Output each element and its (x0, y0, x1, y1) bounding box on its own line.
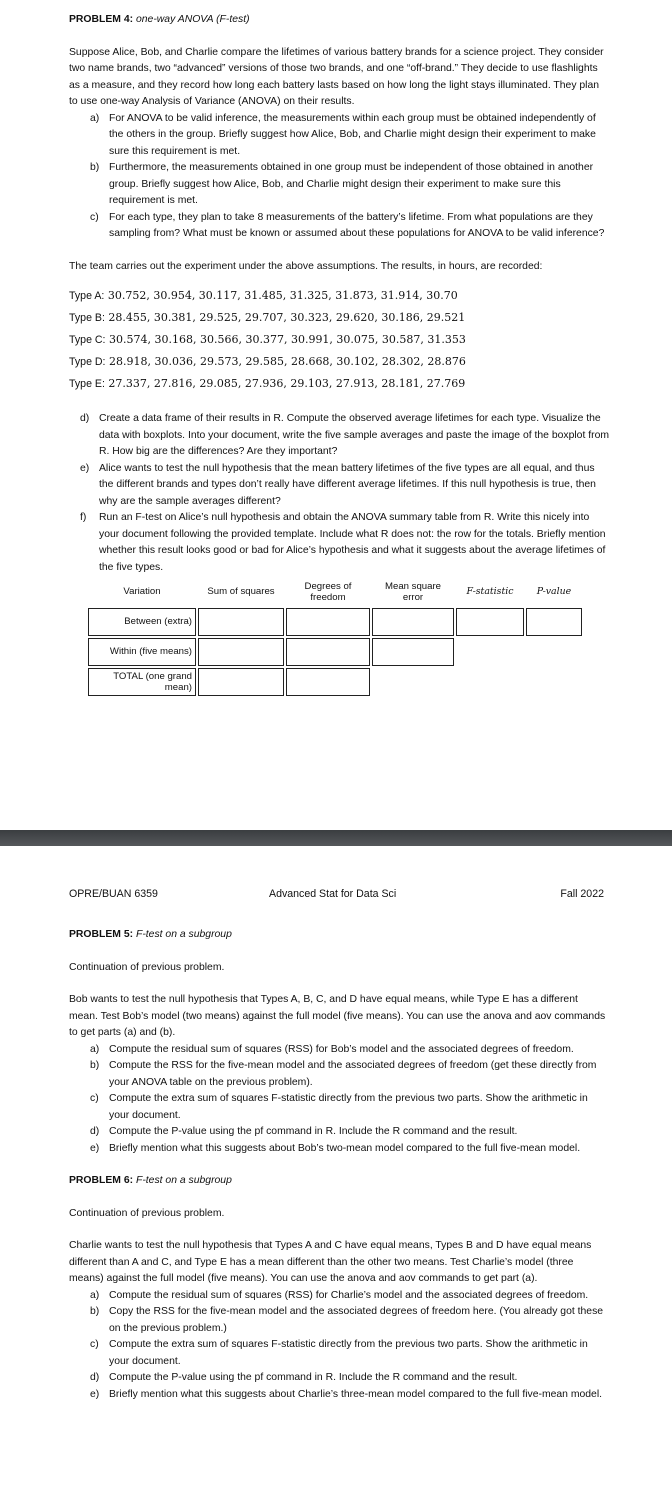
col-f-statistic: F-statistic (466, 586, 514, 598)
problem-6-questions (69, 1288, 609, 1404)
problem-6-continuation: Continuation of previous problem. (69, 1207, 225, 1219)
problem-4-title: PROBLEM 4 (69, 14, 130, 25)
col-variation: Variation (123, 586, 161, 598)
question-item: d) Create a data frame of their results in R. Compute the observed average lifetimes for each type. Visualize the data with boxplots. Into your document, write the five sample averages and paste the image of the boxplot from R. How big are the differences? Are they important? (80, 413, 610, 457)
page-2 (0, 846, 672, 1500)
problem-4-questions-abc (69, 111, 609, 243)
anova-row-within (88, 638, 582, 666)
table-cell[interactable] (456, 608, 524, 636)
question-item: a) Compute the residual sum of squares (RSS) for Bob’s model and the associated degrees of freedom. (90, 1043, 574, 1055)
table-cell[interactable] (526, 608, 582, 636)
question-item: b) Copy the RSS for the five-mean model and the associated degrees of freedom here. (You already got these on the previous problem.) (90, 1306, 604, 1334)
question-item: c) Compute the extra sum of squares F-statistic directly from the previous two parts. Show the arithmetic in your document. (90, 1093, 588, 1121)
question-item: b) Compute the RSS for the five-mean model and the associated degrees of freedom (get these directly from your ANOVA table on the previous problem). (90, 1060, 597, 1088)
col-p-value: P-value (536, 586, 572, 598)
question-item: b) Furthermore, the measurements obtained in one group must be independent of those obtained in another group. Briefly suggest how Alice, Bob, and Charlie might design their experiment to make sure this requirement is met. (90, 162, 594, 206)
data-row: Type A: 30.752, 30.954, 30.117, 31.485, 31.325, 31.873, 31.914, 30.70 (69, 289, 458, 302)
table-cell[interactable] (198, 668, 284, 696)
header-title: Advanced Stat for Data Sci (269, 888, 397, 900)
problem-5-continuation: Continuation of previous problem. (69, 961, 225, 973)
question-item: e) Alice wants to test the null hypothesis that the mean battery lifetimes of the five types are all equal, and thus the different brands and types don’t really have different average lifetimes. If this null hypothesis is true, then why are the sample averages different? (80, 462, 596, 507)
problem-6-heading: PROBLEM 6: F-test on a subgroup (69, 1175, 232, 1186)
problem-5-questions (69, 1042, 609, 1158)
header-course: OPRE/BUAN 6359 (69, 888, 158, 900)
problem-4-questions-def (59, 411, 609, 576)
problem-5-intro: Bob wants to test the null hypothesis that Types A, B, C, and D have equal means, while Type E has a different mean. Test Bob’s model (two means) against the full model (five means). You can use the anova and aov commands to get parts (a) and (b). (69, 994, 606, 1038)
problem-4-heading: PROBLEM 4: one-way ANOVA (F-test) (69, 14, 250, 25)
table-cell[interactable] (286, 668, 370, 696)
question-item: d) Compute the P-value using the pf command in R. Include the R command and the result. (90, 1126, 518, 1137)
problem-5 (69, 927, 609, 1403)
data-row: Type D: 28.918, 30.036, 29.573, 29.585, 28.668, 30.102, 28.302, 28.876 (69, 355, 466, 368)
col-mean-square-error: Mean square error (385, 580, 441, 603)
data-row: Type E: 27.337, 27.816, 29.085, 27.936, 29.103, 27.913, 28.181, 27.769 (69, 377, 466, 390)
row-label: Between (extra) (88, 608, 196, 636)
question-item: c) Compute the extra sum of squares F-statistic directly from the previous two parts. Show the arithmetic in your document. (90, 1339, 588, 1367)
question-item: a) Compute the residual sum of squares (RSS) for Charlie’s model and the associated degrees of freedom. (90, 1289, 589, 1301)
question-item: c) For each type, they plan to take 8 measurements of the battery’s lifetime. From what populations are they sampling from? What must be known or assumed about these populations for ANOVA to be valid inference? (90, 211, 605, 239)
question-item: f) Run an F-test on Alice’s null hypothesis and obtain the ANOVA summary table from R. Write this nicely into your document following the provided template. Include what R does not: the row for the totals. Briefly mention whether this result looks good or bad for Alice’s hypothesis and what it suggests about the average lifetimes of the five types. (80, 512, 606, 573)
anova-row-total (88, 668, 582, 696)
table-cell[interactable] (198, 608, 284, 636)
table-cell[interactable] (286, 608, 370, 636)
battery-data (69, 287, 609, 397)
col-sum-of-squares: Sum of squares (207, 586, 275, 598)
question-item: d) Compute the P-value using the pf command in R. Include the R command and the result. (90, 1372, 518, 1383)
question-item: e) Briefly mention what this suggests about Bob’s two-mean model compared to the full five-mean model. (90, 1142, 581, 1154)
results-intro: The team carries out the experiment under the above assumptions. The results, in hours, are recorded: (69, 260, 543, 272)
table-cell[interactable] (286, 638, 370, 666)
data-row: Type C: 30.574, 30.168, 30.566, 30.377, 30.991, 30.075, 30.587, 31.353 (69, 333, 466, 346)
table-cell[interactable] (372, 638, 454, 666)
problem-4-subtitle: one-way ANOVA (F-test) (135, 14, 250, 25)
anova-table-template (86, 576, 584, 698)
col-degrees-of-freedom: Degrees of freedom (304, 580, 352, 603)
problem-6-intro: Charlie wants to test the null hypothesis that Types A and C have equal means, Types B and D have equal means different than A and C, and Type E has a mean different than the other two means. Test Charlie’s model (three means) against the full model (five means). You can use the anova and aov commands to get part (a). (69, 1240, 592, 1284)
page-header (69, 886, 604, 902)
anova-row-between (88, 608, 582, 636)
page-separator (0, 830, 672, 846)
question-item: a) For ANOVA to be valid inference, the measurements within each group must be obtained independently of the others in the group. Briefly suggest how Alice, Bob, and Charlie might design their experiment to make sure this requirement is met. (90, 112, 596, 157)
question-item: e) Briefly mention what this suggests about Charlie’s three-mean model compared to the full five-mean model. (90, 1388, 603, 1400)
row-label: TOTAL (one grand mean) (88, 668, 196, 696)
table-cell[interactable] (198, 638, 284, 666)
header-term: Fall 2022 (560, 888, 604, 900)
problem-4-intro: Suppose Alice, Bob, and Charlie compare the lifetimes of various battery brands for a science project. They consider two name brands, two “advanced” versions of those two brands, and one “off-brand.” They decide to use flashlights as a measure, and they record how long each battery lasts based on how long the light stays illuminated. They plan to use one-way Analysis of Variance (ANOVA) on their results. (69, 46, 604, 107)
row-label: Within (five means) (88, 638, 196, 666)
table-cell[interactable] (372, 608, 454, 636)
anova-header-row (88, 578, 582, 606)
data-row: Type B: 28.455, 30.381, 29.525, 29.707, 30.323, 29.620, 30.186, 29.521 (69, 311, 466, 324)
problem-5-heading: PROBLEM 5: F-test on a subgroup (69, 929, 232, 940)
problem-4 (69, 12, 609, 698)
